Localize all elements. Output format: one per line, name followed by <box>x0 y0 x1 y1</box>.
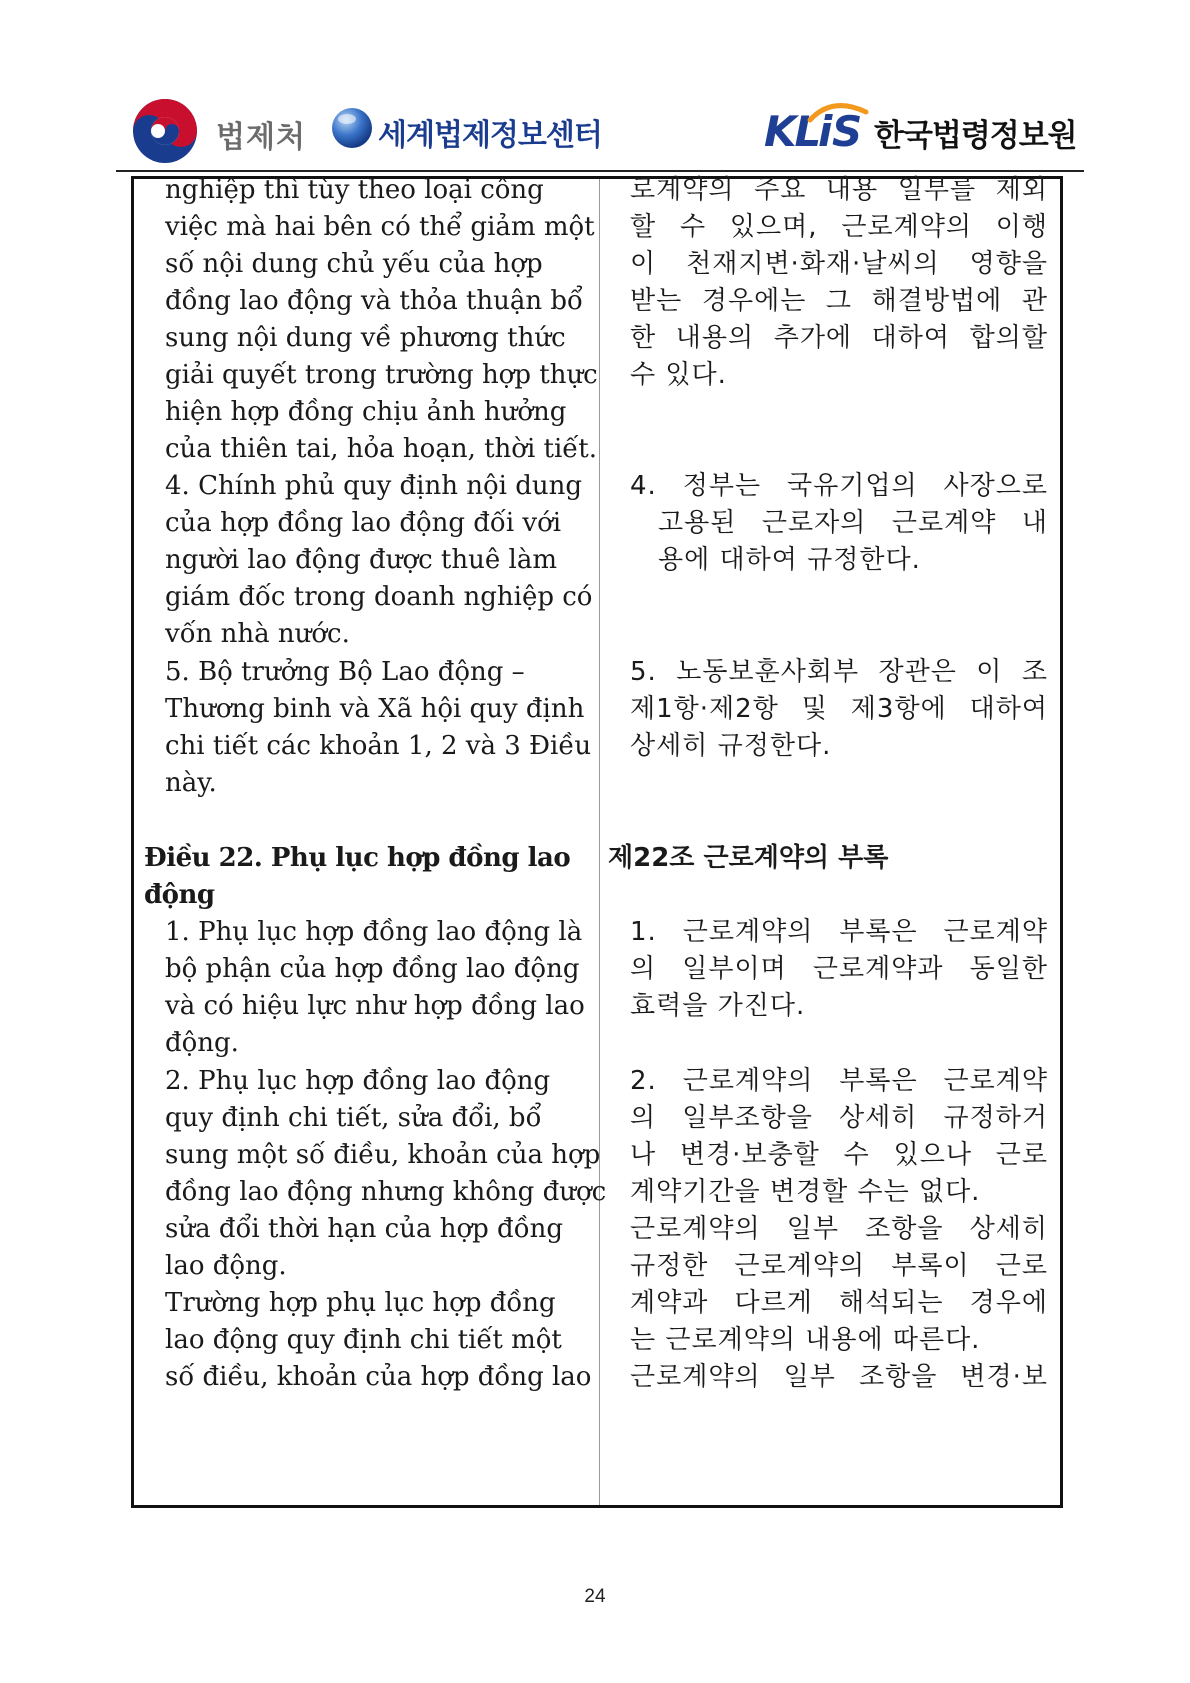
ko-text-line: 용에 대하여 규정한다. <box>658 545 921 575</box>
ko-article-heading: 제22조 근로계약의 부록 <box>608 843 889 873</box>
vi-text-line: số nội dung chủ yếu của hợp <box>165 249 543 279</box>
vi-text-line: sung một số điều, khoản của hợp <box>165 1140 601 1170</box>
vi-text-line: 2. Phụ lục hợp đồng lao động <box>165 1066 551 1096</box>
vi-text-line: sung nội dung về phương thức <box>165 323 566 353</box>
vi-text-line: hiện hợp đồng chịu ảnh hưởng <box>165 397 567 427</box>
ko-text-line: 규정한 근로계약의 부록이 근로 <box>630 1251 1048 1281</box>
vi-article-heading: động <box>144 880 215 910</box>
vi-text-line: Trường hợp phụ lục hợp đồng <box>165 1288 556 1318</box>
ko-text-line: 효력을 가진다. <box>630 991 806 1021</box>
vi-text-line: việc mà hai bên có thể giảm một <box>165 212 595 242</box>
ko-text-line: 의 일부이며 근로계약과 동일한 <box>630 954 1048 984</box>
vi-text-line: lao động quy định chi tiết một <box>165 1325 562 1355</box>
vi-text-line: lao động. <box>165 1251 287 1281</box>
ko-text-line: 계약과 다르게 해석되는 경우에 <box>630 1288 1048 1318</box>
vi-text-line: đồng lao động và thỏa thuận bổ <box>165 286 583 316</box>
vi-text-line: vốn nhà nước. <box>165 619 350 649</box>
ko-text-line: 한 내용의 추가에 대하여 합의할 <box>630 323 1048 353</box>
ko-text-line: 상세히 규정한다. <box>630 731 832 761</box>
ko-text-line: 의 일부조항을 상세히 규정하거 <box>630 1103 1048 1133</box>
vi-text-line: nghiệp thì tùy theo loại công <box>165 175 544 205</box>
page-header <box>116 90 1084 170</box>
ko-text-line: 로계약의 주요 내용 일부를 제외 <box>630 175 1048 205</box>
svg-text:i: i <box>818 107 833 156</box>
ko-text-line: 할 수 있으며, 근로계약의 이행 <box>630 212 1048 242</box>
ko-text-line: 수 있다. <box>630 360 727 390</box>
ko-text-line: 고용된 근로자의 근로계약 내 <box>658 508 1048 538</box>
vi-text-line: của hợp đồng lao động đối với <box>165 508 562 538</box>
svg-text:KL: KL <box>764 107 820 156</box>
vi-text-line: 5. Bộ trưởng Bộ Lao động – <box>165 657 525 687</box>
vi-text-line: người lao động được thuê làm <box>165 545 557 575</box>
klis-logo-icon <box>762 98 872 156</box>
ko-text-line: 계약기간을 변경할 수는 없다. <box>630 1177 981 1207</box>
moleg-taegeuk-logo-icon <box>130 96 200 166</box>
ko-text-line: 1. 근로계약의 부록은 근로계약 <box>630 917 1048 947</box>
ko-text-line: 나 변경·보충할 수 있으나 근로 <box>630 1140 1048 1170</box>
vi-text-line: bộ phận của hợp đồng lao động <box>165 954 580 984</box>
ko-text-line: 는 근로계약의 내용에 따른다. <box>630 1325 981 1355</box>
page-number: 24 <box>584 1586 606 1607</box>
vi-text-line: chi tiết các khoản 1, 2 và 3 Điều <box>165 731 592 761</box>
column-divider <box>599 179 600 1505</box>
vi-text-line: đồng lao động nhưng không được <box>165 1177 607 1207</box>
klis-name: 한국법령정보원 <box>874 118 1077 154</box>
vi-text-line: giám đốc trong doanh nghiệp có <box>165 582 593 612</box>
vi-text-line: sửa đổi thời hạn của hợp đồng <box>165 1214 563 1244</box>
vi-text-line: số điều, khoản của hợp đồng lao <box>165 1362 592 1392</box>
world-law-center-name: 세계법제정보센터 <box>378 118 602 153</box>
svg-text:S: S <box>832 107 863 156</box>
vi-text-line: 1. Phụ lục hợp đồng lao động là <box>165 917 583 947</box>
vi-text-line: và có hiệu lực như hợp đồng lao <box>165 991 585 1021</box>
vi-article-heading: Điều 22. Phụ lục hợp đồng lao <box>144 843 571 873</box>
ko-text-line: 4. 정부는 국유기업의 사장으로 <box>630 471 1048 501</box>
vi-text-line: giải quyết trong trường hợp thực <box>165 360 598 390</box>
ko-text-line: 근로계약의 일부 조항을 상세히 <box>630 1214 1048 1244</box>
vi-text-line: Thương binh và Xã hội quy định <box>165 694 585 724</box>
ko-text-line: 제1항·제2항 및 제3항에 대하여 <box>630 694 1048 724</box>
ko-text-line: 이 천재지변·화재·날씨의 영향을 <box>630 249 1048 279</box>
vi-text-line: 4. Chính phủ quy định nội dung <box>165 471 582 501</box>
vi-text-line: của thiên tai, hỏa hoạn, thời tiết. <box>165 434 598 464</box>
vi-text-line: này. <box>165 768 217 798</box>
moleg-name: 법제처 <box>216 120 306 155</box>
globe-icon <box>330 106 374 150</box>
ko-text-line: 5. 노동보훈사회부 장관은 이 조 <box>630 657 1048 687</box>
ko-text-line: 2. 근로계약의 부록은 근로계약 <box>630 1066 1048 1096</box>
vi-text-line: quy định chi tiết, sửa đổi, bổ <box>165 1103 542 1133</box>
ko-text-line: 근로계약의 일부 조항을 변경·보 <box>630 1362 1048 1392</box>
vi-text-line: động. <box>165 1028 239 1058</box>
header-rule <box>116 170 1084 172</box>
ko-text-line: 받는 경우에는 그 해결방법에 관 <box>630 286 1048 316</box>
